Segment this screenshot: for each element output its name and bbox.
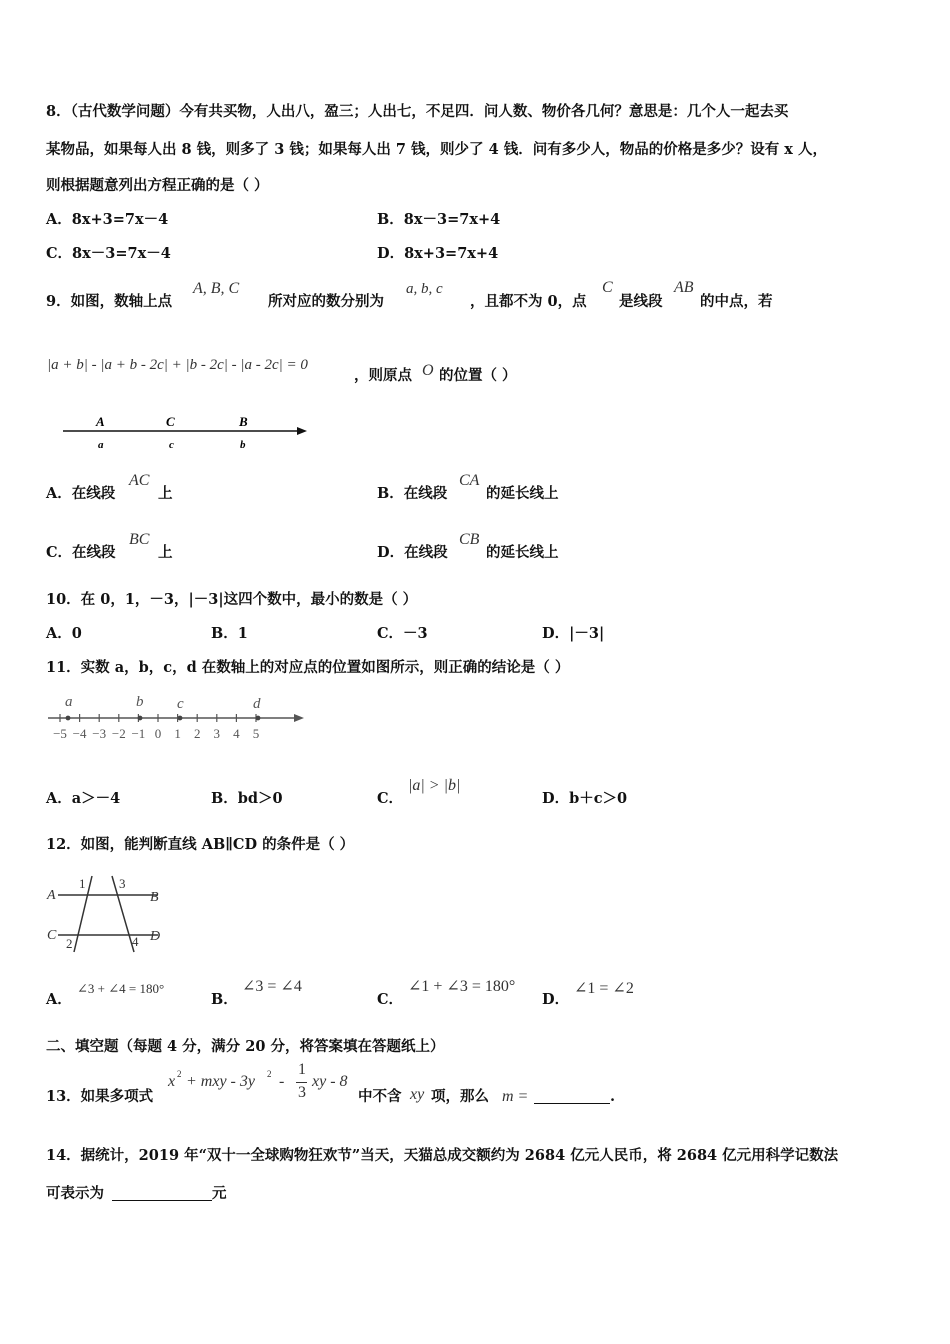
q13-poly-exp2: 2 xyxy=(267,1069,272,1079)
q12-fig-angle-1: 1 xyxy=(79,876,86,891)
q9-option-d-end: 的延长线上 xyxy=(486,544,559,561)
section2-heading: 二、填空题（每题 4 分，满分 20 分，将答案填在答题纸上） xyxy=(46,1038,445,1055)
q8-option-c: C．8x－3=7x－4 xyxy=(46,245,171,262)
q11-fig-letter-d: d xyxy=(253,696,261,712)
q12-fig-label-B: B xyxy=(150,890,159,905)
q9-option-c-math: BC xyxy=(129,531,150,548)
q13-poly-end: xy - 8 xyxy=(312,1073,348,1090)
q9-option-d-text: D．在线段 xyxy=(377,544,448,561)
q11-fig-letter-b: b xyxy=(136,694,144,710)
q12-fig-label-D: D xyxy=(150,929,161,944)
q11-tick-label: 4 xyxy=(233,726,240,741)
q11-tick-label: −5 xyxy=(53,726,67,741)
arrow-right-icon xyxy=(297,427,307,435)
q9-fig-label-C: C xyxy=(166,414,175,429)
q12-option-a-label: A． xyxy=(46,991,72,1008)
q12-option-a-math: ∠3 + ∠4 = 180° xyxy=(77,981,165,996)
q12-option-c-label: C． xyxy=(377,991,404,1008)
q11-tick-label: −1 xyxy=(131,726,146,741)
q13-poly-middle: + mxy - 3y xyxy=(186,1073,255,1090)
q11-tick-label: −2 xyxy=(111,726,126,741)
q11-tick-label: −3 xyxy=(92,726,107,741)
q11-option-c-label: C． xyxy=(377,790,404,807)
q10-option-c: C．－3 xyxy=(377,625,428,642)
q14-line2-start: 可表示为 xyxy=(46,1185,104,1202)
q11-tick-label: −4 xyxy=(72,726,87,741)
q9-option-d-math: CB xyxy=(459,531,480,548)
q12-fig-label-C: C xyxy=(47,928,57,943)
q13-stem-part3: 项，那么 xyxy=(431,1088,489,1105)
arrow-right-icon xyxy=(294,714,304,722)
q14-line2-end: 元 xyxy=(212,1185,227,1202)
q13-frac-bar xyxy=(296,1082,307,1083)
q11-tick-label: 0 xyxy=(154,726,162,741)
q12-stem: 12．如图，能判断直线 AB∥CD 的条件是（ ） xyxy=(46,836,355,853)
q9-stem-part4: 是线段 xyxy=(619,293,663,310)
q9-stem-part6: ，则原点 xyxy=(354,367,412,384)
q11-tick-labels xyxy=(53,726,259,741)
q13-xy-math: xy xyxy=(410,1086,425,1103)
q9-stem-part3: ，且都不为 0，点 xyxy=(470,293,587,310)
q9-option-a-text: A．在线段 xyxy=(46,485,116,502)
q9-points-math: A, B, C xyxy=(193,280,240,297)
q11-option-b: B．bd＞0 xyxy=(211,790,283,807)
q12-option-b-label: B． xyxy=(211,991,238,1008)
q13-frac-num: 1 xyxy=(298,1061,306,1078)
q11-option-a: A．a＞－4 xyxy=(46,790,121,807)
q11-tick-label: 5 xyxy=(252,726,260,741)
q10-option-b: B．1 xyxy=(211,625,248,642)
q10-stem: 10．在 0，1，－3，|－3|这四个数中，最小的数是（ ） xyxy=(46,591,418,608)
q11-tick-label: 1 xyxy=(174,726,181,741)
q12-option-d-math: ∠1 = ∠2 xyxy=(574,980,634,997)
q8-line1: 8．（古代数学问题）今有共买物，人出八，盈三；人出七，不足四．问人数、物价各几何？意思是：几个人一起去买 xyxy=(46,103,789,120)
q12-fig-angle-2: 2 xyxy=(66,936,73,951)
q12-fig-angle-3: 3 xyxy=(119,876,126,891)
q12-fig-angle-4: 4 xyxy=(132,934,139,949)
q13-stem-part1: 13．如果多项式 xyxy=(46,1088,154,1105)
q9-option-a-end: 上 xyxy=(158,485,173,502)
q9-option-b-math: CA xyxy=(459,472,480,489)
q11-option-c-math: |a| > |b| xyxy=(408,777,461,794)
q11-fig-letter-c: c xyxy=(177,696,184,712)
q8-option-d: D．8x+3=7x+4 xyxy=(377,245,499,262)
q9-stem-part2: 所对应的数分别为 xyxy=(268,293,384,310)
q9-values-math: a, b, c xyxy=(406,281,443,297)
q11-point-a xyxy=(66,716,71,721)
q9-fig-label-a: a xyxy=(98,439,104,451)
q12-option-d-label: D． xyxy=(542,991,570,1008)
q9-stem-part7: 的位置（ ） xyxy=(439,367,517,384)
q9-option-a-math: AC xyxy=(129,472,150,489)
q11-tick-label: 2 xyxy=(193,726,201,741)
q14-answer-blank[interactable] xyxy=(112,1200,212,1201)
q13-poly-minus: - xyxy=(279,1073,285,1090)
q12-fig-label-A: A xyxy=(47,888,56,903)
q9-fig-label-b: b xyxy=(240,439,246,451)
q9-option-c-end: 上 xyxy=(158,544,173,561)
q13-poly-exp1: 2 xyxy=(177,1069,182,1079)
q14-line1: 14．据统计，2019 年“双十一全球购物狂欢节”当天，天猫总成交额约为 2684 亿元人民币，将 2684 亿元用科学记数法 xyxy=(46,1147,839,1164)
q9-number-line-figure xyxy=(55,410,315,456)
q10-option-a: A．0 xyxy=(46,625,82,642)
q9-stem-part1: 9．如图，数轴上点 xyxy=(46,293,173,310)
q11-point-b xyxy=(138,716,143,721)
q13-m-math: m = xyxy=(502,1088,529,1105)
q13-polynomial-math xyxy=(168,1061,358,1111)
q11-point-c xyxy=(178,716,183,721)
q8-line3: 则根据题意列出方程正确的是（ ） xyxy=(46,177,269,194)
q9-segment-ab-math: AB xyxy=(674,279,694,296)
q9-option-b-text: B．在线段 xyxy=(377,485,448,502)
q9-equation: |a + b| - |a + b - 2c| + |b - 2c| - |a - 2c| = 0 xyxy=(47,357,308,373)
q9-point-c-math: C xyxy=(602,279,613,296)
q9-option-c-text: C．在线段 xyxy=(46,544,116,561)
q13-stem-part2: 中不含 xyxy=(358,1088,402,1105)
q9-option-b-end: 的延长线上 xyxy=(486,485,559,502)
q9-fig-label-B: B xyxy=(239,414,248,429)
q11-stem: 11．实数 a，b，c，d 在数轴上的对应点的位置如图所示，则正确的结论是（ ） xyxy=(46,659,570,676)
q12-parallel-lines-figure xyxy=(44,868,174,956)
q10-option-d: D．|－3| xyxy=(542,625,605,642)
q8-option-b: B．8x－3=7x+4 xyxy=(377,211,501,228)
q8-option-a: A．8x+3=7x－4 xyxy=(46,211,169,228)
q9-origin-math: O xyxy=(422,362,434,379)
q11-option-d: D．b＋c＞0 xyxy=(542,790,628,807)
q12-option-b-math: ∠3 = ∠4 xyxy=(242,978,302,995)
q13-answer-blank[interactable] xyxy=(534,1103,610,1104)
q9-stem-part5: 的中点，若 xyxy=(700,293,773,310)
q12-option-c-math: ∠1 + ∠3 = 180° xyxy=(408,978,516,995)
q9-fig-label-c: c xyxy=(169,439,174,451)
q11-number-line-figure xyxy=(44,688,310,746)
q13-stem-end: . xyxy=(610,1088,616,1105)
q13-frac-den: 3 xyxy=(298,1084,306,1101)
q11-tick-label: 3 xyxy=(213,726,221,741)
q8-line2: 某物品，如果每人出 8 钱，则多了 3 钱；如果每人出 7 钱，则少了 4 钱．问有多少人，物品的价格是多少？设有 x 人， xyxy=(46,141,827,158)
q9-fig-label-A: A xyxy=(96,414,105,429)
q11-fig-letter-a: a xyxy=(65,694,73,710)
q11-point-d xyxy=(256,716,261,721)
q13-poly-x: x xyxy=(168,1073,176,1090)
